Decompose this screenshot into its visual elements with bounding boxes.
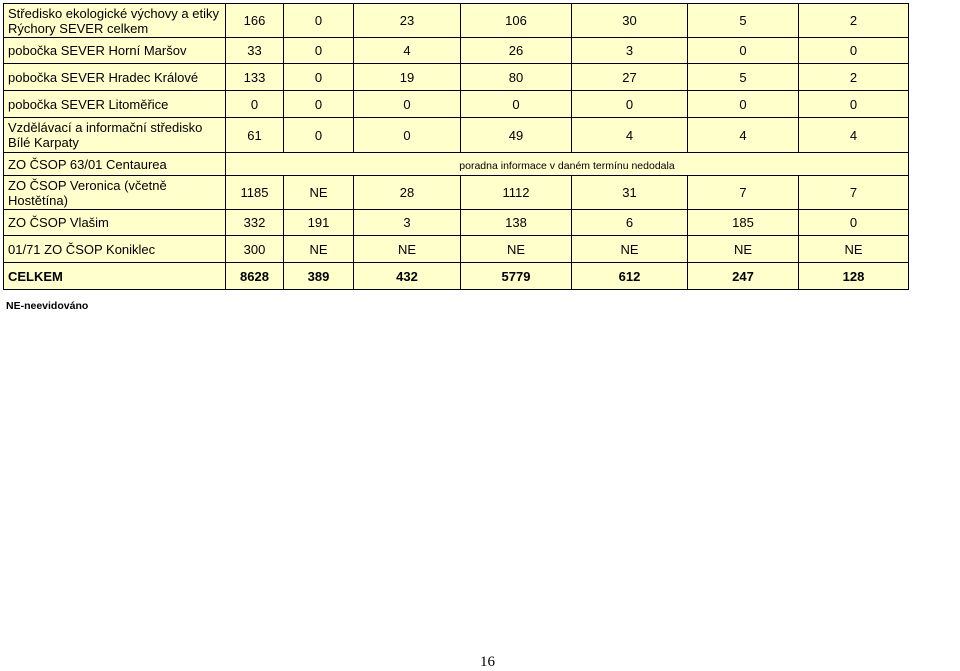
cell-value: 80	[461, 64, 572, 91]
cell-value: 7	[799, 176, 909, 210]
cell-value: 191	[284, 210, 354, 236]
cell-value: 1185	[226, 176, 284, 210]
cell-value: 106	[461, 4, 572, 38]
cell-value: NE	[284, 236, 354, 263]
cell-value: 4	[799, 118, 909, 153]
cell-value: NE	[572, 236, 688, 263]
cell-value: 61	[226, 118, 284, 153]
cell-value: 27	[572, 64, 688, 91]
cell-value: 612	[572, 263, 688, 290]
cell-value: 19	[354, 64, 461, 91]
total-row	[4, 263, 909, 290]
row-label: pobočka SEVER Hradec Králové	[4, 64, 226, 91]
table-row	[4, 210, 909, 236]
cell-value: 4	[354, 38, 461, 64]
cell-value: 5779	[461, 263, 572, 290]
cell-value: 6	[572, 210, 688, 236]
table-row	[4, 236, 909, 263]
row-label: Středisko ekologické výchovy a etiky Rýchory SEVER celkem	[4, 4, 226, 38]
statistics-table	[3, 3, 909, 290]
cell-value: 133	[226, 64, 284, 91]
row-label: 01/71 ZO ČSOP Koniklec	[4, 236, 226, 263]
table-row	[4, 4, 909, 38]
cell-value: NE	[284, 176, 354, 210]
cell-value: 30	[572, 4, 688, 38]
cell-value: 0	[799, 38, 909, 64]
cell-value: 0	[284, 118, 354, 153]
cell-value: 0	[284, 4, 354, 38]
cell-value: 300	[226, 236, 284, 263]
cell-value: NE	[688, 236, 799, 263]
cell-value: 4	[688, 118, 799, 153]
cell-value: 5	[688, 4, 799, 38]
cell-value: 138	[461, 210, 572, 236]
cell-value: 2	[799, 4, 909, 38]
cell-value: NE	[461, 236, 572, 263]
row-label: Vzdělávací a informační středisko Bílé Karpaty	[4, 118, 226, 153]
row-label: pobočka SEVER Horní Maršov	[4, 38, 226, 64]
table-row	[4, 38, 909, 64]
row-label: ZO ČSOP 63/01 Centaurea	[4, 153, 226, 176]
table-row	[4, 118, 909, 153]
page-number: 16	[480, 654, 495, 670]
table-row	[4, 176, 909, 210]
cell-value: 2	[799, 64, 909, 91]
row-label: ZO ČSOP Veronica (včetně Hostětína)	[4, 176, 226, 210]
cell-value: 0	[284, 64, 354, 91]
cell-value: 8628	[226, 263, 284, 290]
cell-value: 128	[799, 263, 909, 290]
cell-value: 0	[799, 210, 909, 236]
cell-value: 23	[354, 4, 461, 38]
table-row	[4, 91, 909, 118]
cell-value: 49	[461, 118, 572, 153]
cell-value: 0	[354, 91, 461, 118]
cell-value: 33	[226, 38, 284, 64]
cell-value: 247	[688, 263, 799, 290]
cell-value: 0	[688, 91, 799, 118]
row-label: CELKEM	[4, 263, 226, 290]
table-row	[4, 64, 909, 91]
cell-value: 185	[688, 210, 799, 236]
cell-value: 0	[572, 91, 688, 118]
missing-data-note: poradna informace v daném termínu nedodala	[226, 153, 909, 176]
cell-value: 1112	[461, 176, 572, 210]
cell-value: 0	[354, 118, 461, 153]
cell-value: 332	[226, 210, 284, 236]
table-row	[4, 153, 909, 176]
cell-value: NE	[354, 236, 461, 263]
cell-value: 3	[572, 38, 688, 64]
cell-value: 28	[354, 176, 461, 210]
footnote: NE-neevidováno	[6, 300, 89, 312]
cell-value: 5	[688, 64, 799, 91]
cell-value: 0	[688, 38, 799, 64]
cell-value: 4	[572, 118, 688, 153]
cell-value: 0	[799, 91, 909, 118]
cell-value: 26	[461, 38, 572, 64]
cell-value: 31	[572, 176, 688, 210]
cell-value: 7	[688, 176, 799, 210]
cell-value: 0	[461, 91, 572, 118]
cell-value: 3	[354, 210, 461, 236]
cell-value: 0	[284, 38, 354, 64]
row-label: pobočka SEVER Litoměřice	[4, 91, 226, 118]
row-label: ZO ČSOP Vlašim	[4, 210, 226, 236]
cell-value: NE	[799, 236, 909, 263]
cell-value: 166	[226, 4, 284, 38]
cell-value: 432	[354, 263, 461, 290]
cell-value: 0	[226, 91, 284, 118]
cell-value: 0	[284, 91, 354, 118]
cell-value: 389	[284, 263, 354, 290]
